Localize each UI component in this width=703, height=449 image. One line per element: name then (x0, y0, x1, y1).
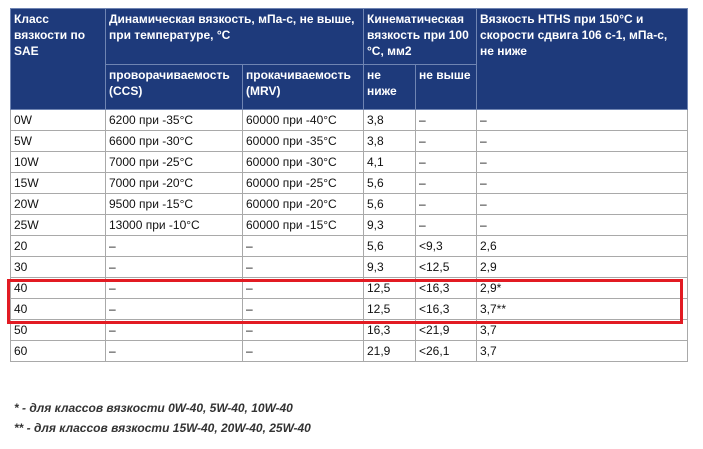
ccs-cell: 6600 при -30°C (106, 131, 243, 152)
header-kin-not-lower: не ниже (364, 65, 416, 110)
hths-cell: – (477, 152, 688, 173)
kin-max-cell: – (416, 131, 477, 152)
table-row-highlighted (11, 278, 688, 299)
hths-cell: 3,7** (477, 299, 688, 320)
table-row (11, 173, 688, 194)
kin-min-cell: 3,8 (364, 131, 416, 152)
ccs-cell: 7000 при -20°C (106, 173, 243, 194)
kin-max-cell: <16,3 (416, 278, 477, 299)
sae-class-cell: 15W (11, 173, 106, 194)
kin-max-cell: – (416, 173, 477, 194)
hths-cell: – (477, 215, 688, 236)
mrv-cell: 60000 при -15°C (243, 215, 364, 236)
header-kinematic-viscosity: Кинематическая вязкость при 100 °C, мм2 (364, 9, 477, 65)
sae-class-cell: 5W (11, 131, 106, 152)
mrv-cell: – (243, 341, 364, 362)
mrv-cell: – (243, 257, 364, 278)
header-hths-viscosity: Вязкость HTHS при 150°C и скорости сдвига 106 с-1, мПа-с, не ниже (477, 9, 688, 110)
table-row (11, 152, 688, 173)
kin-min-cell: 12,5 (364, 278, 416, 299)
hths-cell: 2,9 (477, 257, 688, 278)
sae-class-cell: 20 (11, 236, 106, 257)
sae-class-cell: 40 (11, 278, 106, 299)
mrv-cell: 60000 при -30°C (243, 152, 364, 173)
sae-class-cell: 40 (11, 299, 106, 320)
sae-class-cell: 50 (11, 320, 106, 341)
kin-max-cell: – (416, 110, 477, 131)
mrv-cell: 60000 при -25°C (243, 173, 364, 194)
kin-min-cell: 5,6 (364, 194, 416, 215)
header-sae-class: Класс вязкости по SAE (11, 9, 106, 110)
ccs-cell: – (106, 278, 243, 299)
mrv-cell: 60000 при -20°C (243, 194, 364, 215)
hths-cell: 2,9* (477, 278, 688, 299)
kin-min-cell: 4,1 (364, 152, 416, 173)
ccs-cell: – (106, 341, 243, 362)
hths-cell: – (477, 131, 688, 152)
kin-min-cell: 12,5 (364, 299, 416, 320)
footnote-double-star: ** - для классов вязкости 15W-40, 20W-40, 25W-40 (14, 421, 311, 435)
ccs-cell: 9500 при -15°C (106, 194, 243, 215)
sae-viscosity-table (10, 8, 688, 362)
header-dynamic-viscosity: Динамическая вязкость, мПа-с, не выше, при температуре, °C (106, 9, 364, 65)
header-kin-not-higher: не выше (416, 65, 477, 110)
kin-min-cell: 16,3 (364, 320, 416, 341)
mrv-cell: – (243, 278, 364, 299)
table-row-highlighted (11, 257, 688, 278)
table-row (11, 110, 688, 131)
mrv-cell: 60000 при -35°C (243, 131, 364, 152)
kin-max-cell: <12,5 (416, 257, 477, 278)
table-row (11, 299, 688, 320)
kin-min-cell: 9,3 (364, 215, 416, 236)
hths-cell: – (477, 173, 688, 194)
ccs-cell: – (106, 236, 243, 257)
kin-max-cell: <21,9 (416, 320, 477, 341)
kin-max-cell: – (416, 194, 477, 215)
sae-class-cell: 60 (11, 341, 106, 362)
kin-max-cell: <9,3 (416, 236, 477, 257)
table-row (11, 320, 688, 341)
table-row (11, 215, 688, 236)
kin-min-cell: 9,3 (364, 257, 416, 278)
ccs-cell: – (106, 257, 243, 278)
kin-max-cell: – (416, 215, 477, 236)
sae-class-cell: 25W (11, 215, 106, 236)
mrv-cell: – (243, 299, 364, 320)
kin-min-cell: 5,6 (364, 236, 416, 257)
mrv-cell: 60000 при -40°C (243, 110, 364, 131)
hths-cell: 2,6 (477, 236, 688, 257)
sae-class-cell: 20W (11, 194, 106, 215)
table-row (11, 194, 688, 215)
hths-cell: 3,7 (477, 341, 688, 362)
kin-max-cell: <26,1 (416, 341, 477, 362)
sae-class-cell: 30 (11, 257, 106, 278)
kin-max-cell: <16,3 (416, 299, 477, 320)
kin-min-cell: 3,8 (364, 110, 416, 131)
hths-cell: – (477, 110, 688, 131)
mrv-cell: – (243, 320, 364, 341)
sae-class-cell: 10W (11, 152, 106, 173)
hths-cell: – (477, 194, 688, 215)
ccs-cell: 6200 при -35°C (106, 110, 243, 131)
ccs-cell: 7000 при -25°C (106, 152, 243, 173)
header-ccs: проворачиваемость (CCS) (106, 65, 243, 110)
mrv-cell: – (243, 236, 364, 257)
table-row (11, 341, 688, 362)
kin-min-cell: 5,6 (364, 173, 416, 194)
table-row (11, 131, 688, 152)
ccs-cell: – (106, 299, 243, 320)
footnote-single-star: * - для классов вязкости 0W-40, 5W-40, 10W-40 (14, 401, 293, 415)
table-row (11, 236, 688, 257)
ccs-cell: 13000 при -10°C (106, 215, 243, 236)
kin-max-cell: – (416, 152, 477, 173)
kin-min-cell: 21,9 (364, 341, 416, 362)
sae-class-cell: 0W (11, 110, 106, 131)
hths-cell: 3,7 (477, 320, 688, 341)
header-mrv: прокачиваемость (MRV) (243, 65, 364, 110)
ccs-cell: – (106, 320, 243, 341)
